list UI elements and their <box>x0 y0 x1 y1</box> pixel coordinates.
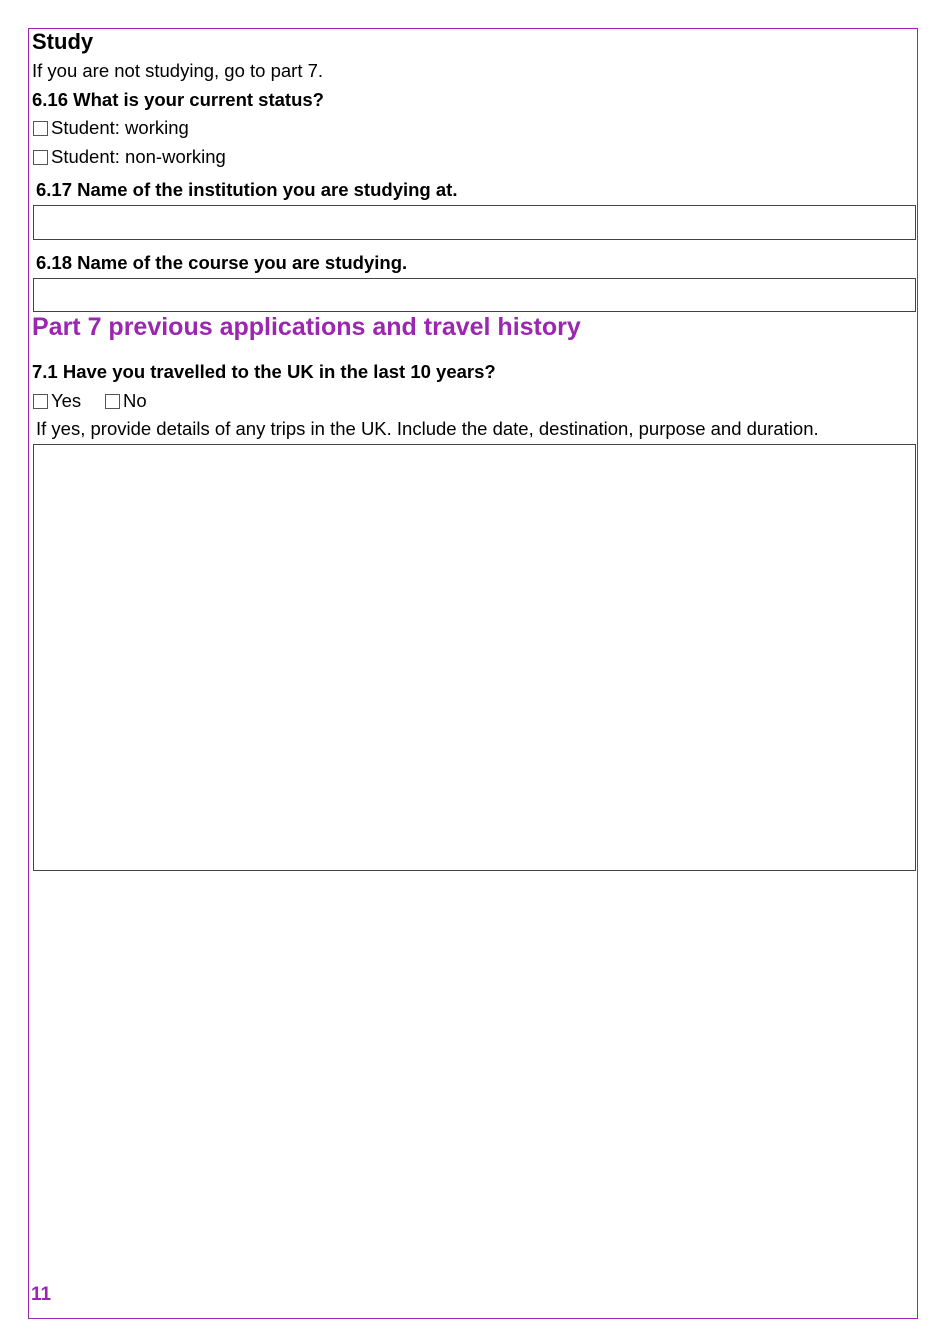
option-student-working[interactable] <box>33 117 189 139</box>
yes-checkbox[interactable] <box>33 394 48 409</box>
question-7-1-label: 7.1 Have you travelled to the UK in the last 10 years? <box>32 361 496 382</box>
section-title-study: Study <box>32 29 94 54</box>
question-6-17-label: 6.17 Name of the institution you are studying at. <box>36 179 458 200</box>
page-number: 11 <box>31 1284 52 1305</box>
option-student-non-working[interactable] <box>33 146 226 168</box>
trip-details-field[interactable] <box>33 444 916 871</box>
no-checkbox[interactable] <box>105 394 120 409</box>
part-7-heading: Part 7 previous applications and travel history <box>32 313 581 341</box>
yes-label: Yes <box>51 390 82 411</box>
institution-name-field[interactable] <box>33 205 916 240</box>
question-6-18-label: 6.18 Name of the course you are studying. <box>36 252 408 273</box>
student-non-working-label: Student: non-working <box>51 146 226 167</box>
study-intro-text: If you are not studying, go to part 7. <box>32 60 324 81</box>
option-no[interactable] <box>105 390 147 412</box>
student-working-checkbox[interactable] <box>33 121 48 136</box>
question-6-16-label: 6.16 What is your current status? <box>32 89 324 110</box>
no-label: No <box>123 390 147 411</box>
student-working-label: Student: working <box>51 117 189 138</box>
trip-details-instruction: If yes, provide details of any trips in the UK. Include the date, destination, purpose and duration. <box>36 418 819 439</box>
course-name-field[interactable] <box>33 278 916 312</box>
option-yes[interactable] <box>33 390 81 412</box>
student-non-working-checkbox[interactable] <box>33 150 48 165</box>
